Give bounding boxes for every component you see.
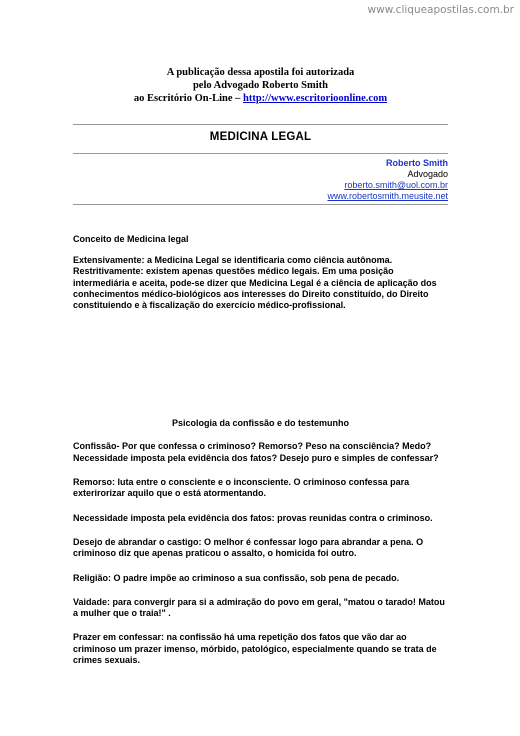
paragraph-religiao: Religião: O padre impõe ao criminoso a sua confissão, sob pena de pecado. [73, 572, 400, 583]
paragraph-necessidade: Necessidade imposta pela evidência dos fatos: provas reunidas contra o criminoso. [73, 512, 433, 523]
section-concept [73, 234, 448, 311]
escritorio-online-link[interactable]: http://www.escritorioonline.com [243, 93, 388, 104]
divider-title [73, 153, 448, 154]
document-page [73, 66, 448, 666]
paragraph-confissao: Confissão- Por que confessa o criminoso? Remorso? Peso na consciência? Medo? Necessidade imposta pela evidência dos fatos? Desejo puro e simples de confessar? [73, 441, 439, 463]
author-email-link[interactable]: roberto.smith@uol.com.br [344, 180, 448, 190]
paragraph-desejo: Desejo de abrandar o castigo: O melhor é confessar logo para abrandar a pena. O criminoso diz que apenas praticou o assalto, o homicida foi outro. [73, 536, 424, 559]
author-block [73, 158, 448, 202]
section-concept-paragraph: Extensivamente: a Medicina Legal se identificaria como ciência autônoma. Restritivamente: existem apenas questões médico legais. Em uma posição intermediária e aceita, pode-se dizer que Medicina Legal é a ciência de aplicação dos conhecimentos médico-biológicos aos interesses do Direito constituído, do Direito constituiendo e à fiscalização do exercício médico-profissional. [73, 255, 437, 311]
authorization-line-3-prefix: ao Escritório On-Line – [133, 93, 243, 104]
section-psychology-items [73, 441, 448, 666]
paragraph-remorso: Remorso: luta entre o consciente e o inconsciente. O criminoso confessa para exterirorizar aquilo que o está atormentando. [73, 477, 410, 499]
section-concept-heading: Conceito de Medicina legal [73, 234, 189, 244]
divider-author [73, 204, 448, 205]
author-name: Roberto Smith [386, 158, 448, 168]
authorization-line-1: A publicação dessa apostila foi autorizada [166, 67, 355, 78]
paragraph-vaidade: Vaidade: para convergir para si a admiração do povo em geral, "matou o tarado! Matou a mulher que o traia!" . [73, 596, 445, 619]
divider-top [73, 124, 448, 125]
section-psychology-heading: Psicologia da confissão e do testemunho [171, 418, 350, 429]
author-site-link[interactable]: www.robertosmith.meusite.net [327, 191, 448, 201]
author-role: Advogado [407, 169, 448, 179]
watermark: www.cliqueapostilas.com.br [367, 4, 514, 16]
paragraph-prazer: Prazer em confessar: na confissão há uma repetição dos fatos que vão dar ao criminoso um prazer imenso, mórbido, patológico, especialmente quando se trata de crimes sexuais. [73, 632, 437, 666]
authorization-line-3 [73, 92, 448, 105]
authorization-notice [73, 66, 448, 105]
document-title: MEDICINA LEGAL [209, 131, 312, 143]
authorization-line-2: pelo Advogado Roberto Smith [192, 80, 329, 91]
